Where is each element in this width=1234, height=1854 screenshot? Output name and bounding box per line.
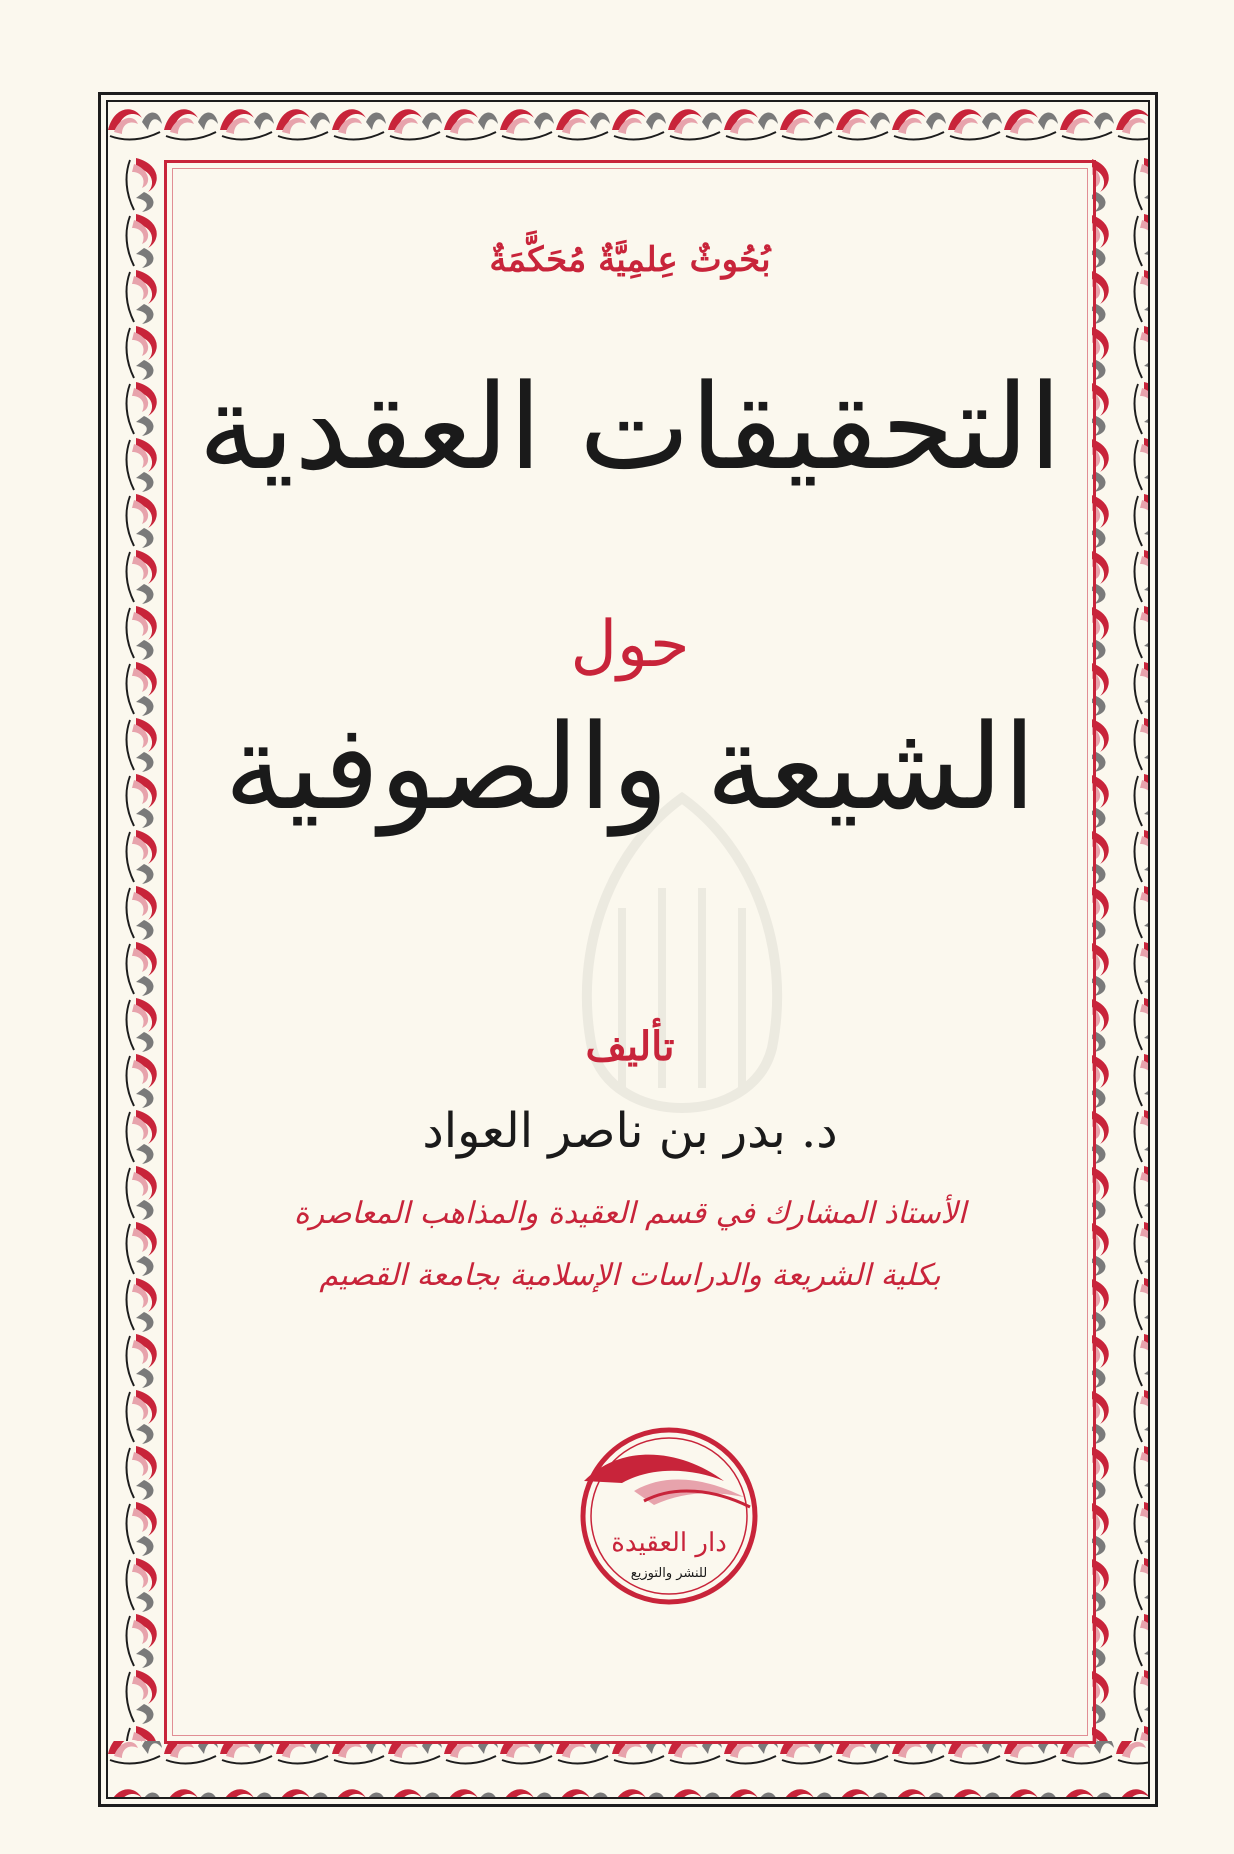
publisher-tagline: للنشر والتوزيع: [630, 1566, 708, 1581]
book-title-line-1: التحقيقات العقدية: [198, 358, 1062, 496]
author-name: د. بدر بن ناصر العواد: [422, 1103, 838, 1159]
publisher-name: دار العقيدة: [611, 1528, 727, 1558]
book-title-line-2: الشيعة والصوفية: [224, 698, 1036, 836]
authorship-label: تأليف: [585, 1023, 675, 1070]
author-affiliation-line-2: بكلية الشريعة والدراسات الإسلامية بجامعة القصيم: [319, 1258, 941, 1293]
cover-content: [172, 168, 1088, 1736]
author-affiliation-line-1: الأستاذ المشارك في قسم العقيدة والمذاهب المعاصرة: [293, 1196, 967, 1231]
series-label: بُحُوثٌ عِلمِيَّةٌ مُحَكَّمَةٌ: [489, 240, 771, 280]
title-connector: حول: [570, 608, 690, 682]
publisher-logo: [574, 1421, 764, 1611]
